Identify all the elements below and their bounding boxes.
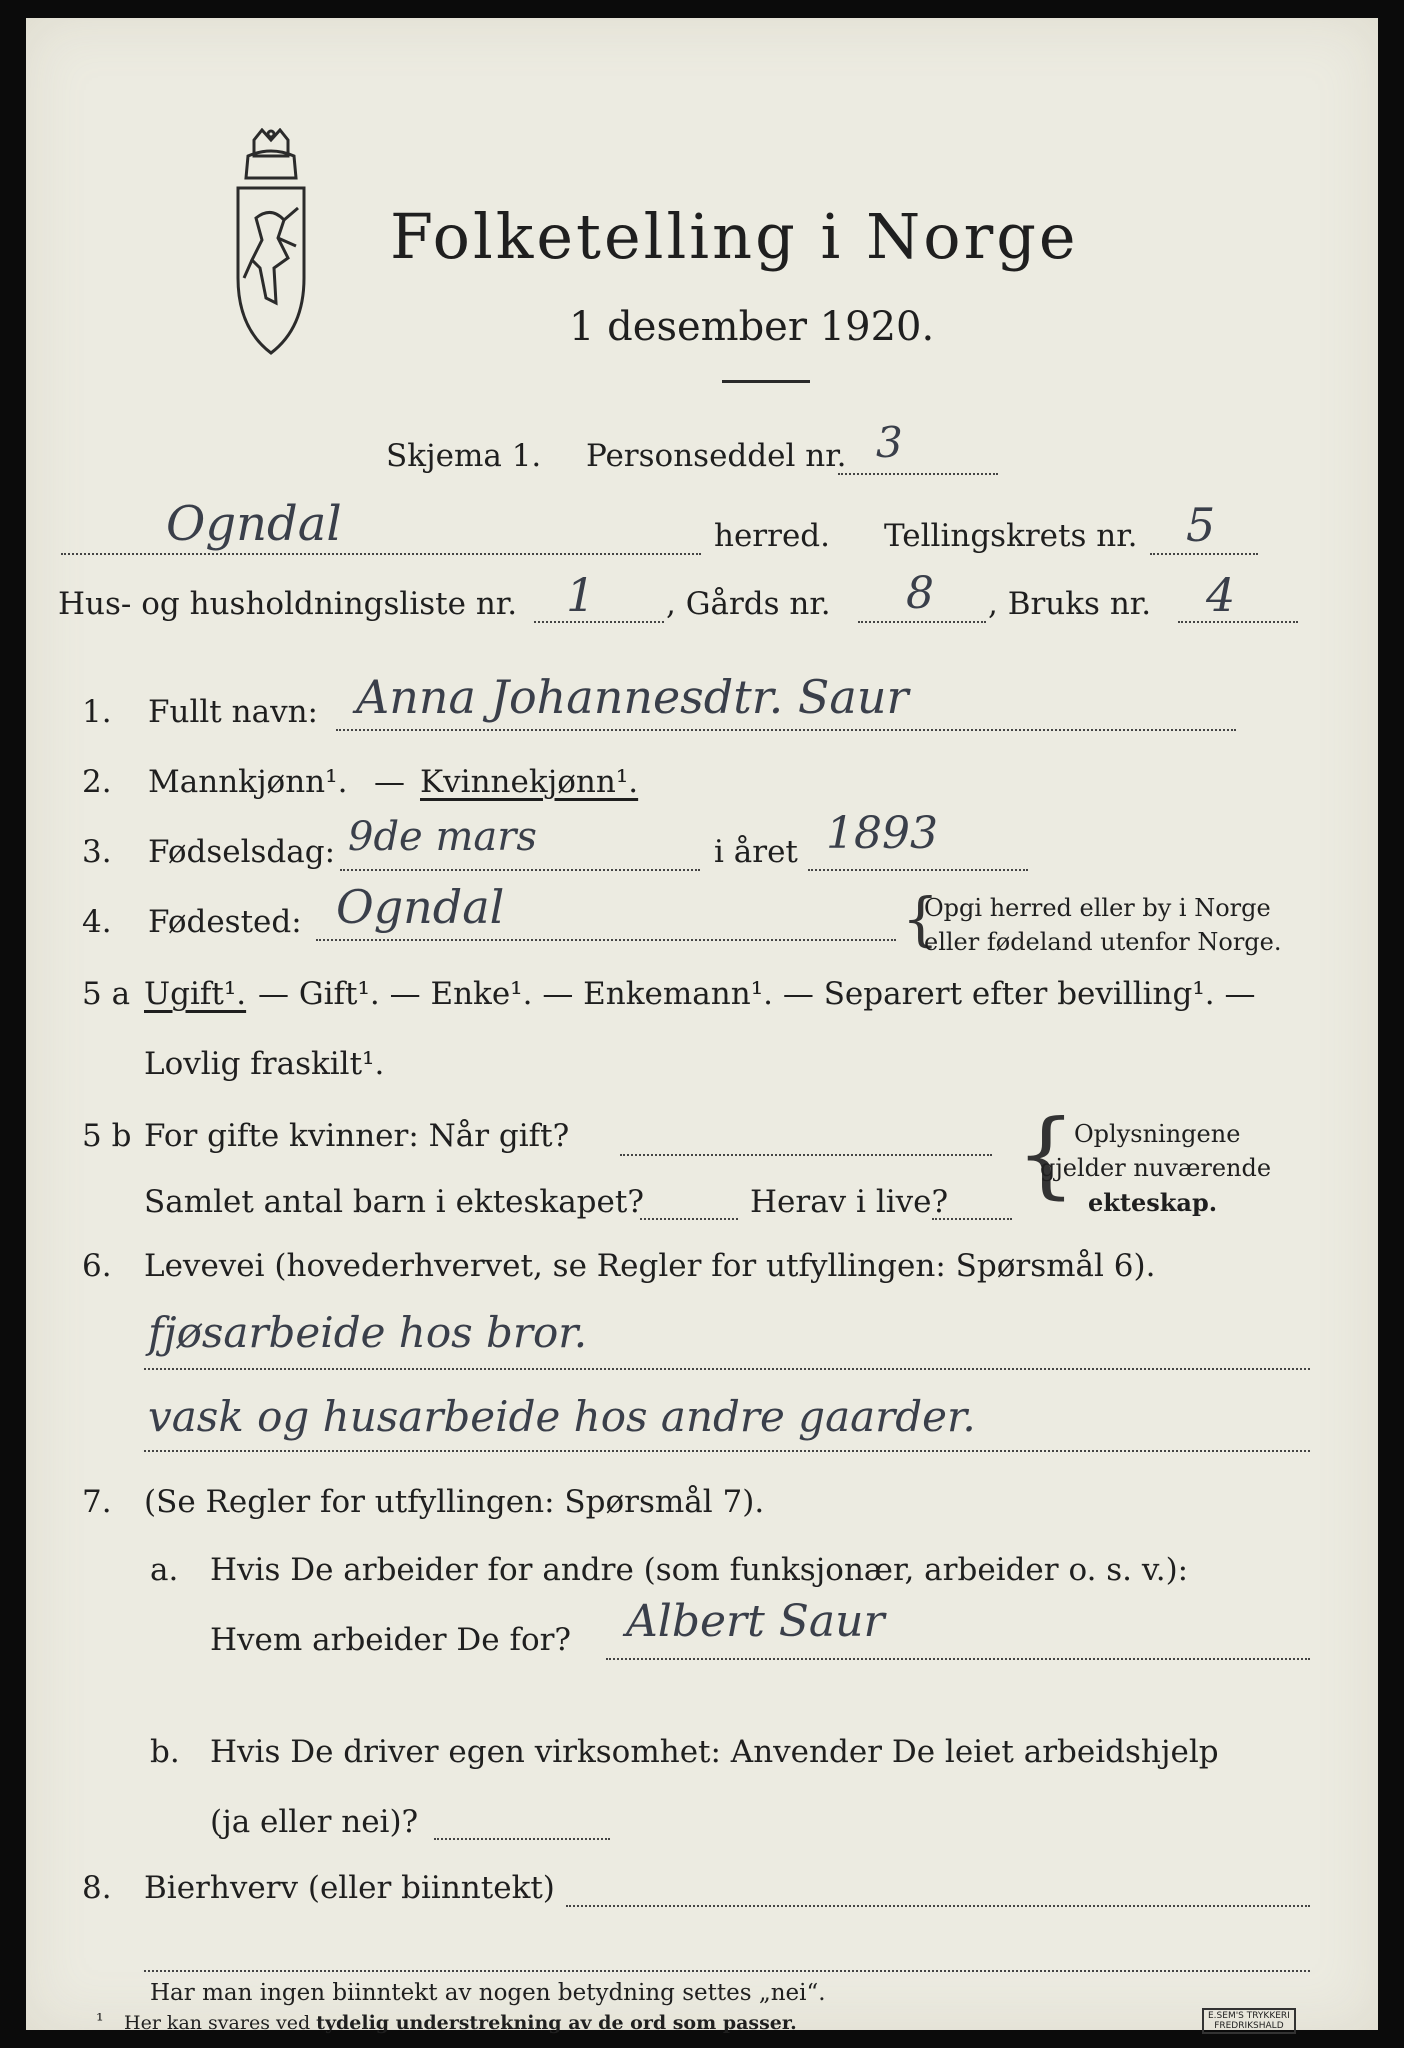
- q7b-letter: b.: [150, 1734, 180, 1770]
- q5b-note-3: ekteskap.: [1088, 1188, 1218, 1217]
- q7a-label: Hvis De arbeider for andre (som funksjonær, arbeider o. s. v.):: [210, 1552, 1189, 1588]
- q5b-note-1: Oplysningene: [1074, 1120, 1241, 1148]
- occupation-value-2: vask og husarbeide hos andre gaarder.: [148, 1392, 976, 1441]
- q2-separator: —: [374, 764, 405, 800]
- census-date: 1 desember 1920.: [569, 304, 935, 350]
- q5b-label-3: Herav i live?: [750, 1184, 949, 1220]
- stamp-line-1: E.SEM'S TRYKKERI: [1208, 2011, 1290, 2021]
- q5b-label-2: Samlet antal barn i ekteskapet?: [144, 1184, 644, 1220]
- stamp-line-2: FREDRIKSHALD: [1214, 2021, 1284, 2031]
- bruks-label: , Bruks nr.: [988, 586, 1152, 622]
- hus-value: 1: [566, 568, 596, 622]
- q5a-number: 5 a: [82, 976, 131, 1012]
- gards-value: 8: [906, 568, 934, 619]
- birthplace-value: Ogndal: [336, 880, 505, 934]
- q5a-line2: Lovlig fraskilt¹.: [144, 1046, 385, 1082]
- herred-label: herred.: [714, 518, 830, 554]
- q8-number: 8.: [82, 1870, 112, 1906]
- footnote-text: [124, 2012, 797, 2034]
- q5b-number: 5 b: [82, 1118, 132, 1154]
- q6-label: Levevei (hovederhvervet, se Regler for utfyllingen: Spørsmål 6).: [144, 1248, 1156, 1284]
- bruks-value: 4: [1206, 568, 1236, 622]
- q2-male: Mannkjønn¹.: [148, 764, 348, 800]
- form-title: Folketelling i Norge: [390, 200, 1079, 273]
- q4-label: Fødested:: [148, 904, 302, 940]
- q3-year-label: i året: [714, 834, 798, 870]
- employer-value: Albert Saur: [626, 1596, 885, 1647]
- q7a-label-2: Hvem arbeider De for?: [210, 1622, 572, 1658]
- q5b-brace: {: [1016, 1100, 1076, 1209]
- gards-label: , Gårds nr.: [666, 586, 831, 622]
- full-name-value: Anna Johannesdtr. Saur: [356, 670, 909, 724]
- q1-label: Fullt navn:: [148, 694, 318, 730]
- q4-note-2: eller fødeland utenfor Norge.: [924, 928, 1282, 956]
- q6-number: 6.: [82, 1248, 112, 1284]
- census-form-page: [26, 18, 1378, 2034]
- personseddel-value: 3: [876, 418, 903, 467]
- q5a-options: — Gift¹. — Enke¹. — Enkemann¹. — Separert efter bevilling¹. —: [258, 976, 1256, 1012]
- tellingskrets-value: 5: [1186, 498, 1216, 552]
- herred-value: Ogndal: [166, 496, 342, 552]
- title-divider: [722, 380, 810, 383]
- q8-label: Bierhverv (eller biinntekt): [144, 1870, 555, 1906]
- tellingskrets-label: Tellingskrets nr.: [884, 518, 1138, 554]
- occupation-value-1: fjøsarbeide hos bror.: [148, 1308, 588, 1357]
- q7b-label-2: (ja eller nei)?: [210, 1804, 419, 1840]
- q2-number: 2.: [82, 764, 112, 800]
- printer-stamp: [1202, 2008, 1296, 2034]
- q5b-label-1: For gifte kvinner: Når gift?: [144, 1118, 570, 1154]
- q3-number: 3.: [82, 834, 112, 870]
- q3-label: Fødselsdag:: [148, 834, 336, 870]
- personseddel-label: Personseddel nr.: [586, 438, 847, 474]
- footer-note: Har man ingen biinntekt av nogen betydning settes „nei“.: [150, 1980, 826, 2006]
- birth-year-value: 1893: [826, 808, 938, 859]
- coat-of-arms-icon: [216, 128, 326, 358]
- q7-number: 7.: [82, 1484, 112, 1520]
- q7b-label: Hvis De driver egen virksomhet: Anvender De leiet arbeidshjelp: [210, 1734, 1219, 1770]
- q5a-ugift-underlined: Ugift¹.: [144, 976, 247, 1012]
- q4-note-1: Opgi herred eller by i Norge: [924, 894, 1271, 922]
- footnote-mark: ¹: [96, 2010, 104, 2032]
- q1-number: 1.: [82, 694, 112, 730]
- q7a-letter: a.: [150, 1552, 179, 1588]
- q2-female-underlined: Kvinnekjønn¹.: [420, 764, 639, 800]
- birthday-value: 9de mars: [348, 814, 537, 860]
- q7-label: (Se Regler for utfyllingen: Spørsmål 7).: [144, 1484, 765, 1520]
- hus-label: Hus- og husholdningsliste nr.: [58, 586, 518, 622]
- q4-brace: {: [902, 885, 939, 953]
- footnote-pre: Her kan svares ved: [124, 2012, 311, 2034]
- footnote-bold: tydelig understrekning av de ord som passer.: [316, 2012, 797, 2034]
- q5b-note-2: gjelder nuværende: [1040, 1154, 1272, 1182]
- skjema-label: Skjema 1.: [386, 438, 542, 474]
- q4-number: 4.: [82, 904, 112, 940]
